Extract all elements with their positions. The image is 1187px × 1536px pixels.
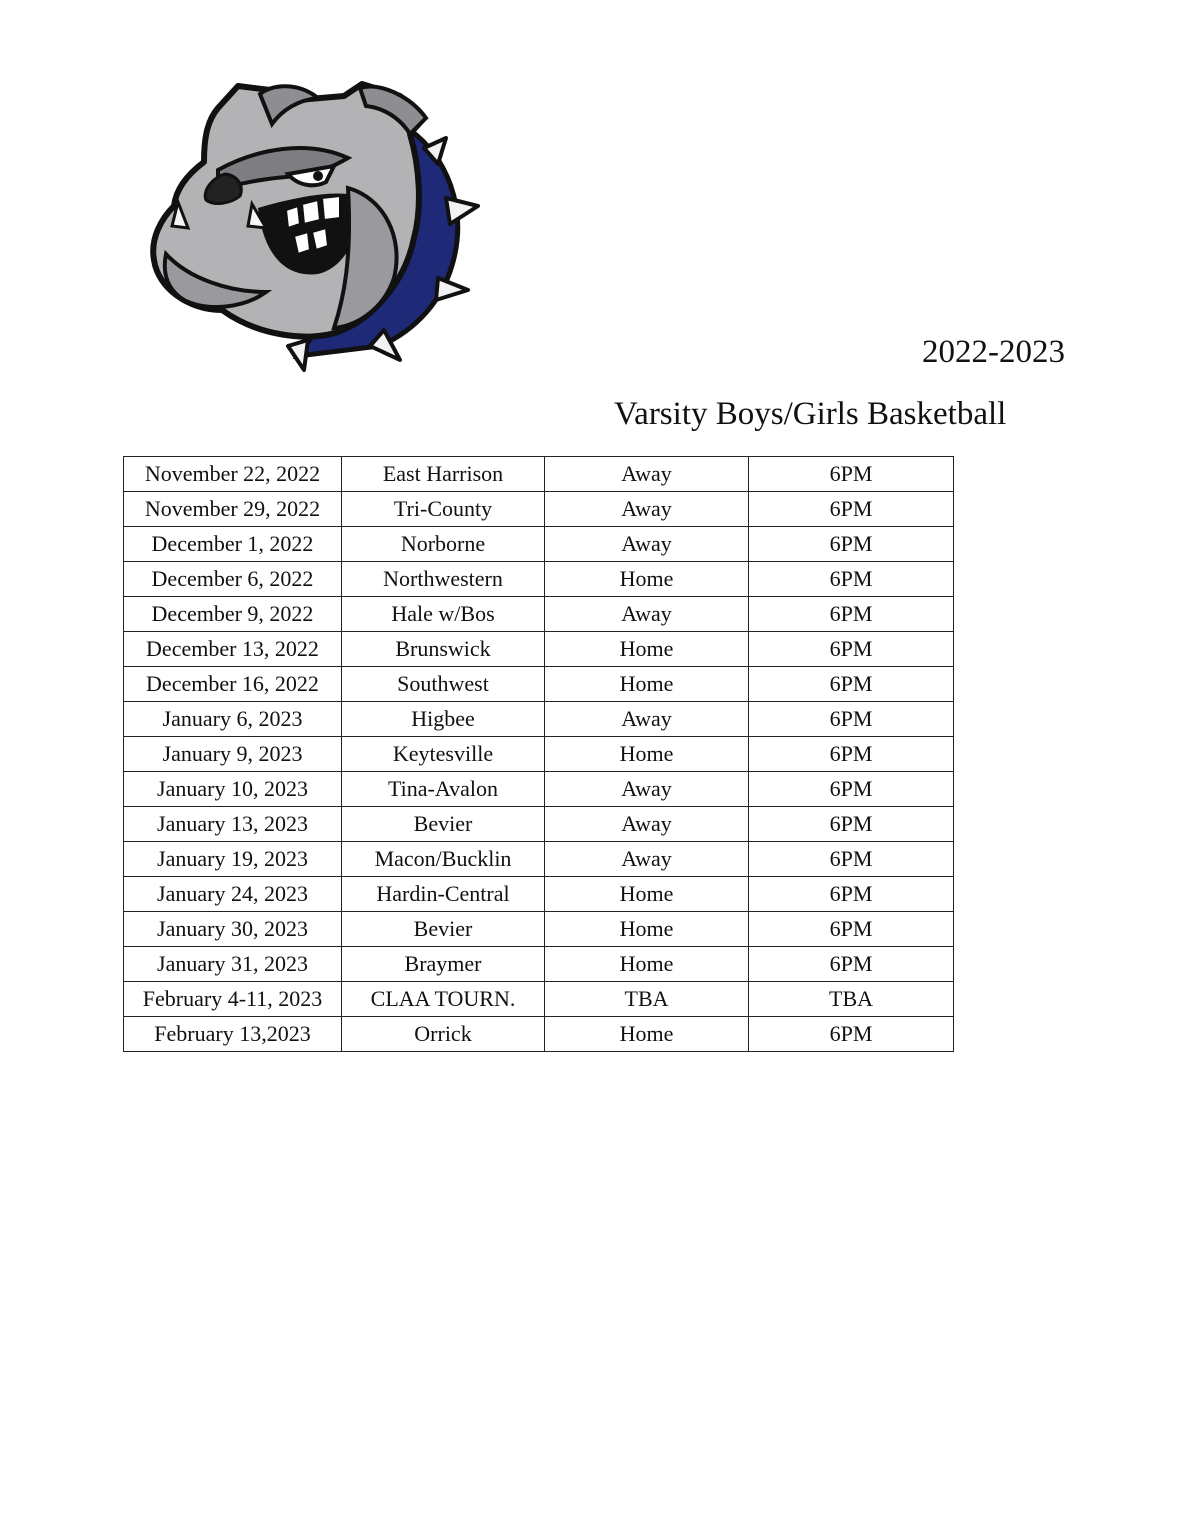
- game-opponent: Hardin-Central: [342, 877, 545, 912]
- game-opponent: Bevier: [342, 807, 545, 842]
- game-time: 6PM: [749, 842, 954, 877]
- game-time: 6PM: [749, 527, 954, 562]
- game-opponent: Brunswick: [342, 632, 545, 667]
- game-location: Home: [545, 632, 749, 667]
- game-time: 6PM: [749, 702, 954, 737]
- game-time: 6PM: [749, 597, 954, 632]
- game-time: 6PM: [749, 562, 954, 597]
- game-location: Away: [545, 807, 749, 842]
- game-date: January 19, 2023: [124, 842, 342, 877]
- game-location: Home: [545, 947, 749, 982]
- table-row: [124, 807, 954, 842]
- game-location: Home: [545, 877, 749, 912]
- table-row: [124, 527, 954, 562]
- game-opponent: Orrick: [342, 1017, 545, 1052]
- game-location: Home: [545, 737, 749, 772]
- table-row: [124, 562, 954, 597]
- game-time: 6PM: [749, 1017, 954, 1052]
- page-title: Varsity Boys/Girls Basketball: [614, 396, 1007, 432]
- game-location: Away: [545, 492, 749, 527]
- game-opponent: Keytesville: [342, 737, 545, 772]
- table-row: [124, 492, 954, 527]
- table-row: [124, 982, 954, 1017]
- game-opponent: Hale w/Bos: [342, 597, 545, 632]
- game-location: Away: [545, 597, 749, 632]
- game-date: December 13, 2022: [124, 632, 342, 667]
- table-row: [124, 667, 954, 702]
- bulldog-mascot-icon: [148, 78, 484, 374]
- game-location: Home: [545, 562, 749, 597]
- game-date: January 6, 2023: [124, 702, 342, 737]
- game-location: Home: [545, 1017, 749, 1052]
- table-row: [124, 912, 954, 947]
- game-date: December 9, 2022: [124, 597, 342, 632]
- game-time: 6PM: [749, 947, 954, 982]
- game-location: Away: [545, 702, 749, 737]
- game-time: 6PM: [749, 737, 954, 772]
- game-opponent: Northwestern: [342, 562, 545, 597]
- game-date: January 30, 2023: [124, 912, 342, 947]
- table-row: [124, 947, 954, 982]
- game-date: January 10, 2023: [124, 772, 342, 807]
- game-date: December 16, 2022: [124, 667, 342, 702]
- game-time: 6PM: [749, 492, 954, 527]
- game-opponent: Higbee: [342, 702, 545, 737]
- game-time: TBA: [749, 982, 954, 1017]
- game-time: 6PM: [749, 667, 954, 702]
- game-opponent: Braymer: [342, 947, 545, 982]
- game-location: Home: [545, 667, 749, 702]
- table-row: [124, 1017, 954, 1052]
- game-location: Home: [545, 912, 749, 947]
- game-date: January 31, 2023: [124, 947, 342, 982]
- game-opponent: East Harrison: [342, 457, 545, 492]
- game-opponent: Southwest: [342, 667, 545, 702]
- game-location: Away: [545, 772, 749, 807]
- game-date: January 13, 2023: [124, 807, 342, 842]
- table-row: [124, 877, 954, 912]
- game-location: Away: [545, 527, 749, 562]
- game-opponent: Tri-County: [342, 492, 545, 527]
- game-date: January 9, 2023: [124, 737, 342, 772]
- season-year: 2022-2023: [922, 334, 1065, 370]
- game-time: 6PM: [749, 912, 954, 947]
- table-row: [124, 702, 954, 737]
- table-row: [124, 772, 954, 807]
- game-location: Away: [545, 457, 749, 492]
- game-time: 6PM: [749, 632, 954, 667]
- table-row: [124, 632, 954, 667]
- game-date: December 6, 2022: [124, 562, 342, 597]
- game-date: February 13,2023: [124, 1017, 342, 1052]
- game-time: 6PM: [749, 807, 954, 842]
- game-opponent: Norborne: [342, 527, 545, 562]
- game-opponent: Bevier: [342, 912, 545, 947]
- game-location: TBA: [545, 982, 749, 1017]
- table-row: [124, 842, 954, 877]
- game-time: 6PM: [749, 457, 954, 492]
- game-date: January 24, 2023: [124, 877, 342, 912]
- game-date: November 22, 2022: [124, 457, 342, 492]
- game-date: December 1, 2022: [124, 527, 342, 562]
- game-location: Away: [545, 842, 749, 877]
- schedule-table: [123, 456, 954, 1052]
- table-row: [124, 457, 954, 492]
- game-opponent: CLAA TOURN.: [342, 982, 545, 1017]
- game-opponent: Tina-Avalon: [342, 772, 545, 807]
- game-opponent: Macon/Bucklin: [342, 842, 545, 877]
- table-row: [124, 597, 954, 632]
- game-time: 6PM: [749, 877, 954, 912]
- game-time: 6PM: [749, 772, 954, 807]
- table-row: [124, 737, 954, 772]
- game-date: November 29, 2022: [124, 492, 342, 527]
- game-date: February 4-11, 2023: [124, 982, 342, 1017]
